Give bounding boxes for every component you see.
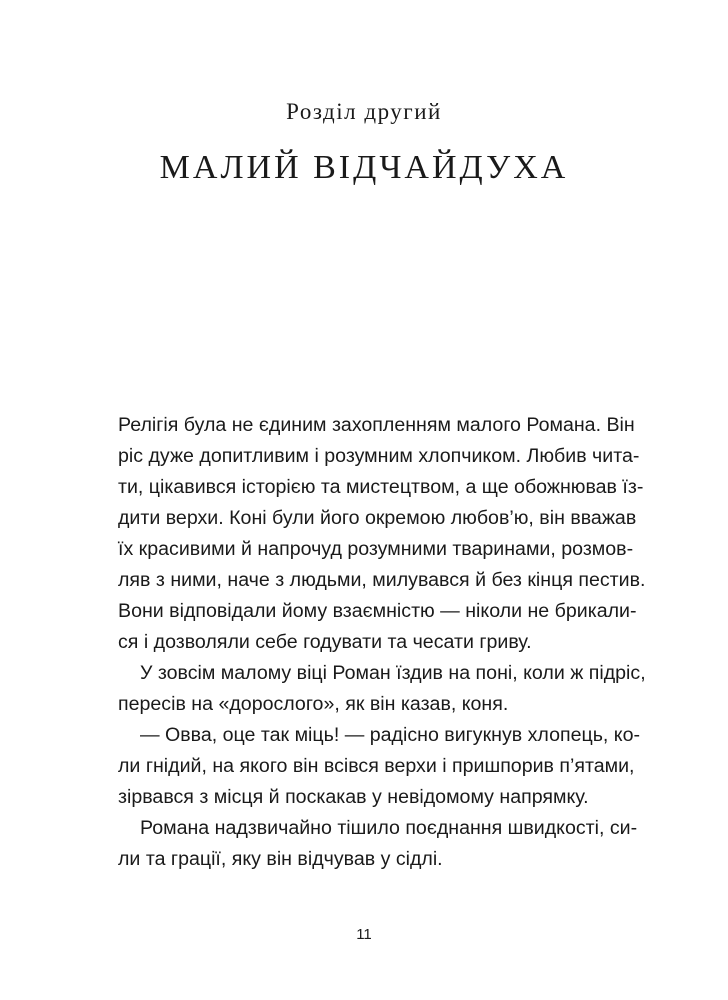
- text-line: дити верхи. Коні були його окремою любов’ю, він вважав: [118, 507, 637, 529]
- text-line: зірвався з місця й поскакав у невідомому напрямку.: [118, 786, 589, 808]
- paragraph: [118, 410, 646, 658]
- text-line: ріс дуже допитливим і розумним хлопчиком. Любив чита-: [118, 445, 640, 467]
- text-line: ли гнідий, на якого він всівся верхи і пришпорив п’ятами,: [118, 755, 635, 777]
- text-line: ти, цікавився історією та мистецтвом, а ще обожнював їз-: [118, 476, 644, 498]
- chapter-title: МАЛИЙ ВІДЧАЙДУХА: [159, 149, 569, 186]
- paragraph: [118, 720, 641, 813]
- text-line: Релігія була не єдиним захопленням малого Романа. Він: [118, 414, 635, 436]
- paragraph: [118, 658, 646, 720]
- text-line: Романа надзвичайно тішило поєднання швидкості, си-: [140, 817, 638, 839]
- text-line: ли та грації, яку він відчував у сідлі.: [118, 848, 443, 870]
- text-line: ся і дозволяли себе годувати та чесати гриву.: [118, 631, 532, 653]
- text-line: пересів на «дорослого», як він казав, коня.: [118, 693, 509, 715]
- page-number: 11: [356, 926, 372, 943]
- body-text: [118, 410, 646, 875]
- text-line: Вони відповідали йому взаємністю — ніколи не брикали-: [118, 600, 637, 622]
- text-line: ляв з ними, наче з людьми, милувався й без кінця пестив.: [118, 569, 646, 591]
- chapter-label: Розділ другий: [286, 99, 442, 124]
- text-line: їх красивими й напрочуд розумними тваринами, розмов-: [118, 538, 634, 560]
- text-line: У зовсім малому віці Роман їздив на поні, коли ж підріс,: [140, 662, 646, 684]
- text-line: — Овва, оце так міць! — радісно вигукнув хлопець, ко-: [140, 724, 641, 746]
- paragraph: [118, 813, 638, 875]
